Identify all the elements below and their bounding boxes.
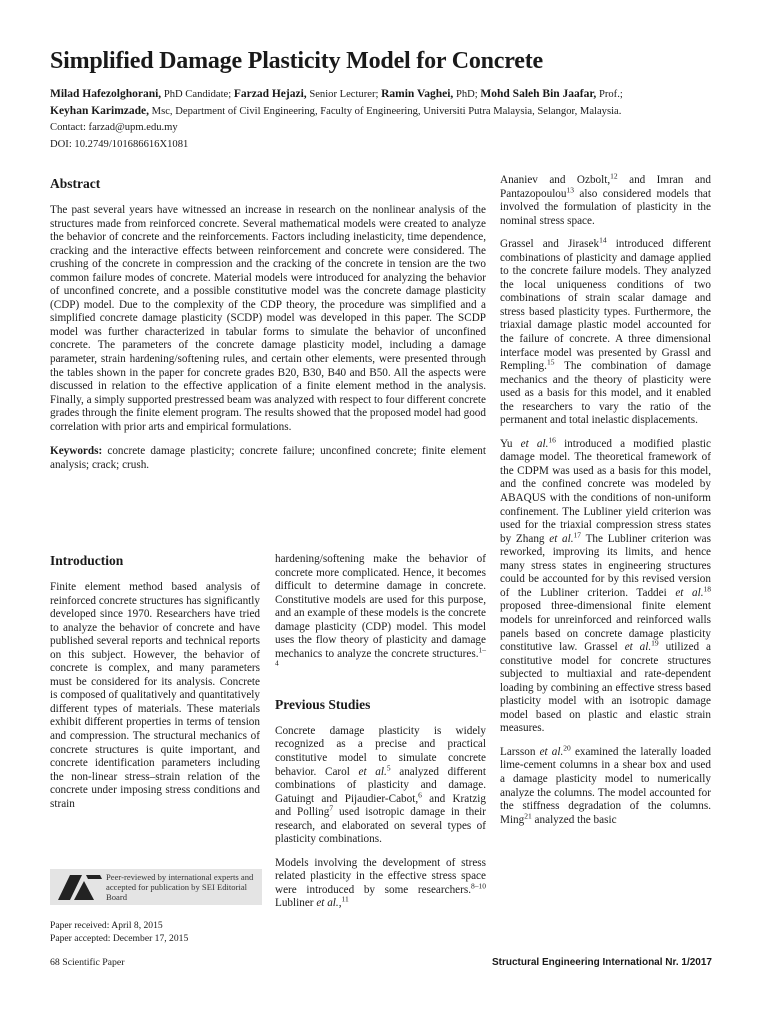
text-run: also considered models that involved the formulation of plasticity in the nominal stress space.: [500, 187, 711, 227]
citation-ref[interactable]: 11: [341, 894, 349, 904]
text-run: analyzed different combinations of plasticity and damage. Gatuingt and Pijaudier-Cabot,: [275, 765, 486, 805]
author-role: PhD Candidate;: [161, 89, 234, 100]
text-run: Ananiev and Ozbolt,: [500, 174, 611, 186]
text-run: and Imran and Pantazopoulou: [500, 174, 711, 200]
text-run: The combination of damage mechanics and the theory of plasticity were used as a basis for this model, and it enabled the researchers to vary the ratio of the permanent and total inelastic displacements.: [500, 360, 711, 427]
text-run-italic: et al.: [624, 641, 652, 654]
text-run: Grassel and Jirasek: [500, 238, 600, 251]
keywords-label: Keywords:: [50, 445, 103, 458]
citation-ref[interactable]: 13: [566, 184, 574, 194]
author-affiliation: Msc, Department of Civil Engineering, Faculty of Engineering, Universiti Putra Malaysia, Selangor, Malaysia.: [149, 106, 622, 117]
introduction-continuation-text: hardening/softening make the behavior of concrete more complicated. Hence, it becomes difficult to determine damage in concrete. Constitutive models are used for this purpose, and an example of these models is the concrete damage plasticity (CDP) model. This model uses the flow theory of plasticity and damage mechanics to analyze the concrete structures.: [275, 553, 486, 660]
doi-link[interactable]: DOI: 10.2749/101686616X1081: [50, 139, 189, 150]
middle-column: [275, 553, 486, 911]
peer-review-text: Peer-reviewed by international experts and accepted for publication by SEI Editorial Board: [106, 872, 254, 903]
author-name: Keyhan Karimzade,: [50, 105, 150, 117]
text-run-italic: et al.: [539, 745, 564, 758]
peer-review-box: [50, 869, 262, 905]
introduction-continuation: [275, 553, 486, 675]
sei-logo-icon: [56, 873, 104, 901]
abstract-section: [50, 176, 486, 472]
citation-ref[interactable]: 17: [573, 529, 582, 539]
text-run: Yu: [500, 437, 521, 450]
date-received: Paper received: April 8, 2015: [50, 920, 163, 931]
previous-studies-paragraph: [275, 725, 486, 847]
author-name: Milad Hafezolghorani,: [50, 88, 162, 100]
citation-ref[interactable]: 15: [546, 357, 555, 367]
citation-ref[interactable]: 8–10: [471, 881, 486, 891]
text-run-italic: et al.,: [316, 897, 342, 910]
text-run-italic: et al.: [520, 437, 549, 450]
citation-ref[interactable]: 1–4: [275, 645, 486, 668]
footer-page-number: 68 Scientific Paper: [50, 957, 125, 968]
citation-ref[interactable]: 5: [386, 762, 391, 772]
right-paragraph: [500, 235, 711, 428]
previous-studies-heading: Previous Studies: [275, 696, 371, 712]
citation-ref[interactable]: 18: [703, 584, 711, 594]
footer-journal: Structural Engineering International Nr. 1/2017: [491, 957, 712, 968]
text-run: Lubliner: [275, 897, 317, 910]
author-role: PhD;: [453, 89, 481, 100]
keywords: [50, 445, 486, 472]
text-run: Models involving the development of stress related plasticity in the effective stress space were introduced by some researchers.: [275, 856, 486, 896]
citation-ref[interactable]: 16: [548, 435, 556, 445]
author-name: Ramin Vaghei,: [381, 88, 454, 100]
introduction-text: Finite element method based analysis of reinforced concrete structures has significantly developed since 1970. Researchers have tried to analyze the behavior of concrete and have published several reports and technical reports on this subject. However, the behavior of concrete is complex, and many parameters must be considered for its analysis. Concrete is composed of qualitatively and quantitatively different types of materials. These materials exhibit different properties in terms of tension and compression. The structural mechanics of concrete structures is quite important, and concrete identification parameters including the non-linear stress–strain relation of the concrete under imposing stress conditions and strain: [50, 581, 260, 810]
text-run: The Lubliner criterion was reworked, improving its limits, and hence many stress states in engineering structures could be accounted for by this revised version of the Lubliner criterion. Taddei: [500, 532, 711, 599]
author-role: Prof.;: [596, 89, 623, 100]
date-accepted: Paper accepted: December 17, 2015: [50, 932, 189, 944]
introduction-section: [50, 553, 260, 811]
paper-dates: [50, 920, 188, 945]
abstract-text: The past several years have witnessed an increase in research on the nonlinear analysis of the structures made from reinforced concrete. Several mathematical models were created to analyze the behavior of concrete and the reinforcements. Factors including inelasticity, time dependence, cracking and the interactive effects between reinforcement and concrete were considered. The crushing of the concrete in compression and the cracking of the concrete in tension are the two common failure modes of concrete. Material models were introduced for analyzing the behavior of unconfined concrete, and a possible constitutive model was the concrete damage plasticity (CDP) model. Due to the complexity of the CDP theory, the procedure was simplified and a simplified concrete damage plasticity (SCDP) model was developed in this paper. The SCDP model was further characterized in tabular forms to simulate the behavior of unconfined concrete. The parameters of the concrete damage plasticity model, including a damage parameter, strain hardening/softening rules, and certain other elements, were presented through the tables shown in the paper for concrete grades B20, B30, B40 and B50. All the aspects were discussed in relation to the effective application of a finite element method in the analysis. Finally, a simply supported prestressed beam was analyzed with respect to four different concrete grades through the finite element program. The results showed that the proposed model had good correlation with prior arts and empirical formulations.: [50, 204, 486, 433]
citation-ref[interactable]: 14: [599, 235, 607, 245]
text-run: introduced different combinations of plasticity and damage applied to the concrete failure models. They analyzed the local uniqueness conditions of two combinations of strain scalar damage and stress based plasticity types. Furthermore, the triaxial damage plastic model accounted for the failure of concrete. A three dimensional interface model was presented by Grassl and Rempling.: [500, 238, 711, 373]
text-run-italic: et al.: [549, 532, 574, 545]
right-paragraph: [500, 435, 712, 736]
text-run: utilized a constitutive model for concrete structures subjected to multiaxial and rate-dependent loading by combining an effective stress based plasticity model with an isotropic damage model based on plastic and elastic strain measures.: [500, 641, 711, 735]
text-run: examined the laterally loaded lime-cement columns in a shear box and used a damage plasticity model to numerically analyze the columns. The model accounted for the stiffness degradation of the columns. Ming: [500, 745, 711, 826]
text-run-italic: et al.: [675, 586, 704, 599]
citation-ref[interactable]: 6: [418, 789, 422, 799]
contact-email[interactable]: Contact: farzad@upm.edu.my: [50, 122, 178, 133]
citation-ref[interactable]: 12: [610, 171, 618, 181]
keywords-text: concrete damage plasticity; concrete failure; unconfined concrete; finite element analysis; crack; crush.: [50, 445, 486, 471]
page-footer: [50, 957, 712, 971]
citation-ref[interactable]: 7: [329, 803, 334, 813]
author-role: Senior Lecturer;: [306, 89, 382, 100]
text-run: used isotropic damage in their research, and elaborated on several types of plasticity combinations.: [275, 806, 486, 846]
text-run: Larsson: [500, 745, 540, 758]
right-paragraph: [500, 171, 711, 228]
author-list: [50, 86, 730, 120]
text-run-italic: et al.: [358, 765, 387, 778]
citation-ref[interactable]: 20: [563, 743, 571, 753]
author-name: Mohd Saleh Bin Jaafar,: [480, 88, 597, 100]
text-run: proposed three-dimensional finite element models for unreinforced and reinforced walls panels based on concrete damage plasticity constitutive law. Grassel: [500, 600, 711, 654]
right-paragraph: [500, 743, 711, 827]
introduction-heading: Introduction: [50, 553, 124, 568]
text-run: Concrete damage plasticity is widely recognized as a precise and practical constitutive model to simulate concrete behavior. Carol: [275, 724, 486, 778]
right-column: [500, 171, 712, 827]
citation-ref[interactable]: 21: [524, 810, 532, 820]
citation-ref[interactable]: 19: [651, 638, 659, 648]
text-run: analyzed the basic: [531, 813, 617, 826]
paper-title: Simplified Damage Plasticity Model for Concrete: [50, 48, 543, 74]
text-run: introduced a modified plastic damage model. The theoretical framework of the CDPM was used as a basis for this model, and the confined concrete was modeled by ABAQUS with the conditions of non-uniform confinement. The Lubliner yield criterion was used for the triaxial compression stress states by Zhang: [500, 437, 712, 545]
text-run: and Kratzig and Polling: [275, 792, 487, 819]
previous-studies-paragraph: [275, 857, 486, 911]
abstract-heading: Abstract: [50, 176, 101, 191]
author-name: Farzad Hejazi,: [233, 88, 307, 100]
